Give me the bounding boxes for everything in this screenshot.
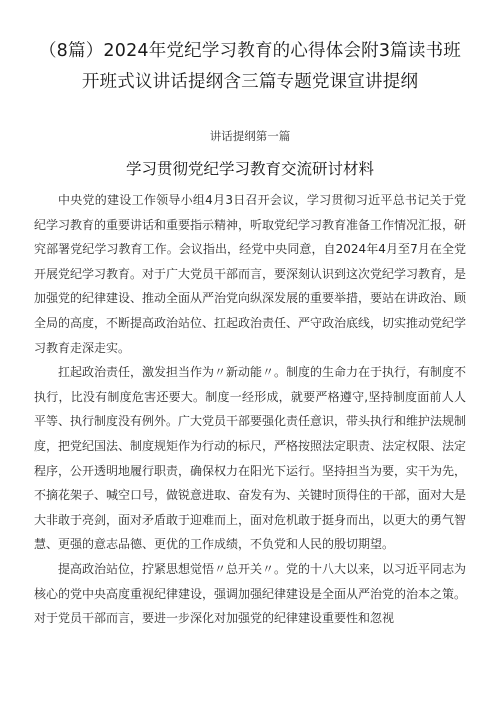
section-title: 学习贯彻党纪学习教育交流研讨材料	[125, 160, 374, 178]
body-paragraph-1: 中央党的建设工作领导小组4月3日召开会议，学习贯彻习近平总书记关于党纪学习教育的重要讲话和重要指示精神，听取党纪学习教育准备工作情况汇报，研究部署党纪学习教育工作。会议指出，经党中央同意，自2024年4月至7月在全党开展党纪学习教育。对于广大党员干部而言，要深刻认识到这次党纪学习教育，是加强党的纪律建设、推动全面从严治党向纵深发展的重要举措，要站在讲政治、顾全局的高度，不断提高政治站位、扛起政治责任、严守政治底线，切实推动党纪学习教育走深走实。	[34, 193, 467, 355]
document-title: （8篇）2024年党纪学习教育的心得体会附3篇读书班开班式议讲话提纲含三篇专题党课宣讲提纲	[38, 41, 461, 92]
body-paragraph-3: 提高政治站位，拧紧思想觉悟〃总开关〃。党的十八大以来，以习近平同志为核心的党中央高度重视纪律建设，强调加强纪律建设是全面从严治党的治本之策。对于党员干部而言，要进一步深化对加强党的纪律建设重要性和忽视	[34, 561, 467, 626]
section-label: 讲话提纲第一篇	[209, 129, 291, 143]
body-paragraph-2: 扛起政治责任，激发担当作为〃新动能〃。制度的生命力在于执行，有制度不执行，比没有制度危害还要大。制度一经形成，就要严格遵守,坚持制度面前人人平等、执行制度没有例外。广大党员干部要强化责任意识，带头执行和维护法规制度，把党纪国法、制度规矩作为行动的标尺，严格按照法定职责、法定权限、法定程序，公开透明地履行职责，确保权力在阳光下运行。坚持担当为要，实干为先，不摘花架子、喊空口号，做锐意进取、奋发有为、关键时顶得住的干部，面对大是大非敢于亮剑，面对矛盾敢于迎难而上，面对危机敢于挺身而出，以更大的勇气智慧、更强的意志品德、更优的工作成绩，不负党和人民的殷切期望。	[34, 365, 467, 552]
